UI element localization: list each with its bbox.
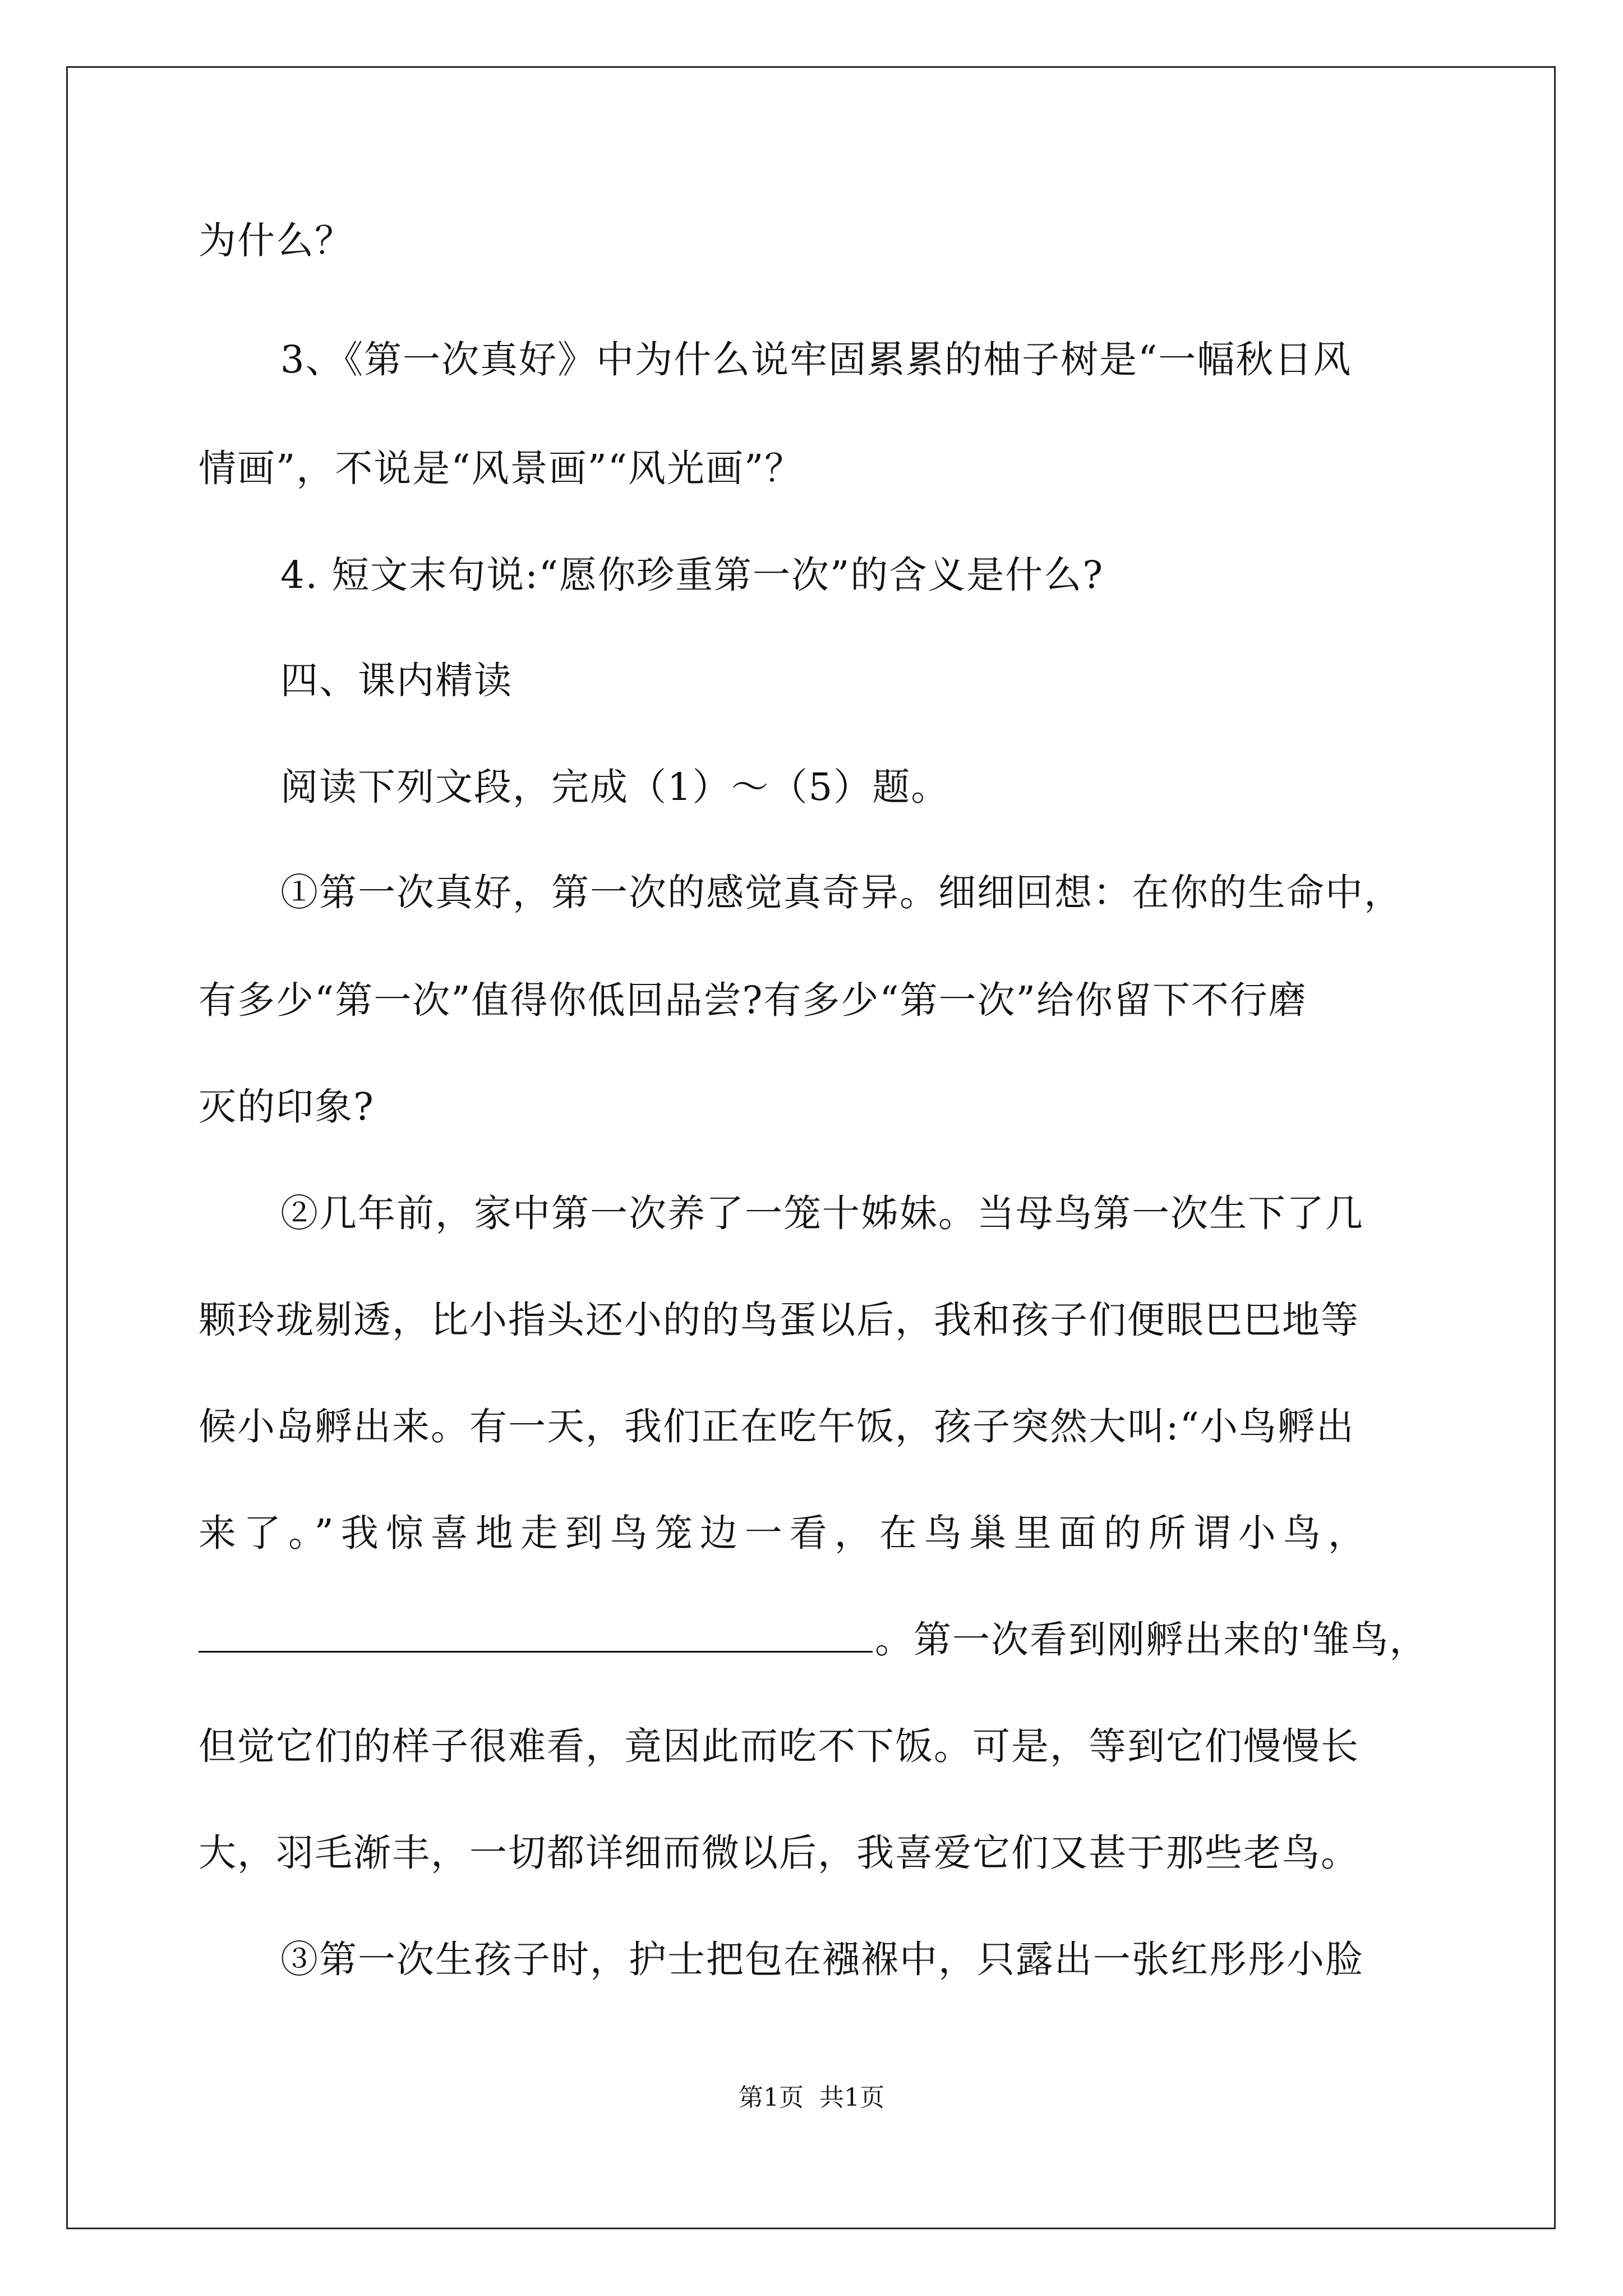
paragraph-2-line-7: 大，羽毛渐丰，一切都详细而微以后，我喜爱它们又甚于那些老鸟。 — [199, 1831, 1359, 1875]
paragraph-2-line-3: 候小岛孵出来。有一天，我们正在吃午饭，孩子突然大叫:“小鸟孵出 — [199, 1405, 1355, 1448]
paragraph-2-line-5 — [199, 1614, 1428, 1665]
paragraph-1-line-2: 有多少“第一次”值得你低回品尝?有多少“第一次”给你留下不行磨 — [199, 978, 1307, 1022]
paragraph-2-line-1: ②几年前，家中第一次养了一笼十姊妹。当母鸟第一次生下了几 — [280, 1191, 1364, 1235]
paragraph-3-line-1: ③第一次生孩子时，护士把包在襁褓中，只露出一张红彤彤小脸 — [280, 1938, 1364, 1981]
fill-in-blank[interactable] — [199, 1619, 873, 1653]
page-number: 第1页 — [739, 2083, 804, 2112]
question-3-line-1: 3、《第一次真好》中为什么说牢固累累的柚子树是“一幅秋日风 — [280, 338, 1352, 381]
page-footer — [0, 2081, 1623, 2115]
page-border — [66, 66, 1556, 2229]
paragraph-2-line-6: 但觉它们的样子很难看，竟因此而吃不下饭。可是，等到它们慢慢长 — [199, 1724, 1359, 1768]
paragraph-1-line-1: ①第一次真好，第一次的感觉真奇异。细细回想：在你的生命中， — [280, 871, 1403, 914]
paragraph-2-line-2: 颗玲珑剔透，比小指头还小的的鸟蛋以后，我和孩子们便眼巴巴地等 — [199, 1298, 1359, 1342]
question-4: 4. 短文末句说:“愿你珍重第一次”的含义是什么? — [280, 553, 1104, 597]
paragraph-1-line-3: 灭的印象? — [199, 1085, 375, 1129]
section-heading: 四、课内精读 — [280, 659, 513, 702]
question-3-line-2: 情画”，不说是“风景画”“风光画”？ — [199, 447, 804, 490]
instruction-line: 阅读下列文段，完成（1）～（5）题。 — [280, 765, 950, 809]
text-line-1: 为什么？ — [199, 219, 353, 263]
page-total: 共1页 — [819, 2083, 884, 2112]
paragraph-2-line-5-text: 。第一次看到刚孵出来的'雏鸟， — [875, 1618, 1428, 1662]
paragraph-2-line-4: 来了。”我惊喜地走到鸟笼边一看，在鸟巢里面的所谓小鸟， — [199, 1511, 1373, 1555]
